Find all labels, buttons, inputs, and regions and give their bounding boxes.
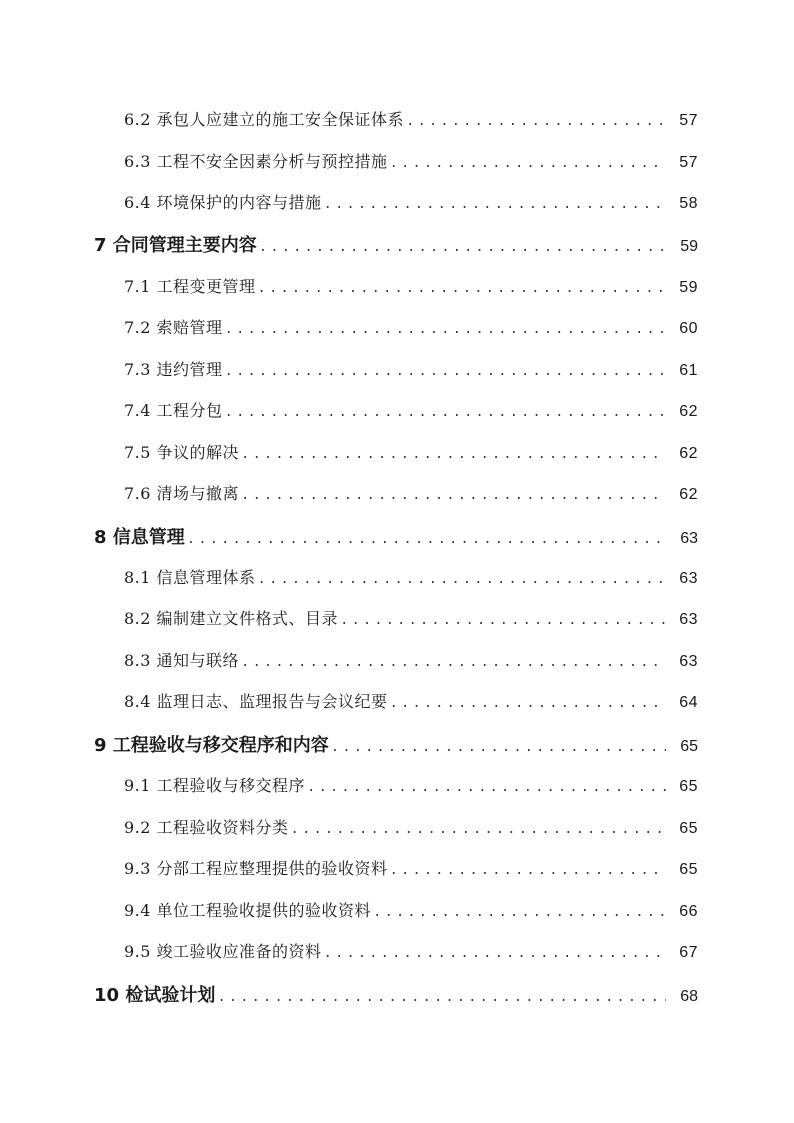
toc-page-number: 65 (679, 861, 698, 878)
toc-page-number: 63 (679, 653, 698, 670)
toc-entry-title: 7.2 索赔管理 (124, 318, 223, 337)
toc-page-number: 63 (680, 530, 698, 547)
dot-leader (225, 364, 666, 380)
toc-entry-9-3[interactable] (124, 856, 698, 879)
toc-chapter-9[interactable] (94, 731, 698, 757)
toc-entry-6-2[interactable] (124, 107, 698, 130)
toc-entry-title: 9.4 单位工程验收提供的验收资料 (124, 901, 372, 920)
toc-entry-7-5[interactable] (124, 440, 698, 463)
toc-entry-title: 8.3 通知与联络 (124, 651, 240, 670)
toc-entry-title: 7.3 违约管理 (124, 360, 223, 379)
toc-entry-title: 8.1 信息管理体系 (124, 568, 256, 587)
toc-page-number: 57 (679, 112, 698, 129)
dot-leader (324, 946, 666, 962)
dot-leader (258, 572, 666, 588)
dot-leader (373, 905, 666, 921)
toc-entry-6-3[interactable] (124, 149, 698, 172)
toc-entry-title: 9.1 工程验收与移交程序 (124, 776, 306, 795)
toc-entry-7-4[interactable] (124, 398, 698, 421)
dot-leader (241, 488, 666, 504)
toc-entry-8-1[interactable] (124, 565, 698, 588)
toc-entry-title: 9.5 竣工验收应准备的资料 (124, 942, 322, 961)
toc-page-number: 65 (680, 738, 698, 755)
dot-leader (331, 740, 666, 756)
toc-entry-title: 8.2 编制建立文件格式、目录 (124, 609, 339, 628)
toc-page-number: 61 (679, 362, 698, 379)
toc-chapter-7[interactable] (94, 231, 698, 257)
toc-entry-title: 7.6 清场与撤离 (124, 484, 240, 503)
toc-entry-8-2[interactable] (124, 606, 698, 629)
toc-page-number: 59 (680, 238, 698, 255)
toc-page-number: 63 (679, 570, 698, 587)
toc-entry-title: 7.1 工程变更管理 (124, 277, 256, 296)
toc-entry-title: 7.4 工程分包 (124, 401, 223, 420)
toc-entry-title: 6.2 承包人应建立的施工安全保证体系 (124, 110, 405, 129)
dot-leader (390, 863, 666, 879)
toc-page-number: 68 (680, 988, 698, 1005)
toc-page-number: 63 (679, 611, 698, 628)
dot-leader (225, 322, 666, 338)
toc-page-number: 58 (679, 195, 698, 212)
dot-leader (291, 822, 666, 838)
dot-leader (187, 532, 666, 548)
dot-leader (406, 114, 666, 130)
dot-leader (258, 281, 666, 297)
toc-page-number: 57 (679, 154, 698, 171)
toc-chapter-10[interactable] (94, 981, 698, 1007)
toc-entry-7-6[interactable] (124, 481, 698, 504)
dot-leader (225, 405, 666, 421)
toc-entry-title: 8.4 监理日志、监理报告与会议纪要 (124, 692, 388, 711)
dot-leader (241, 655, 666, 671)
dot-leader (324, 197, 666, 213)
toc-page-number: 65 (679, 820, 698, 837)
toc-page-number: 62 (679, 403, 698, 420)
toc-entry-7-1[interactable] (124, 274, 698, 297)
toc-entry-7-2[interactable] (124, 315, 698, 338)
toc-page-number: 66 (679, 903, 698, 920)
toc-entry-title: 7.5 争议的解决 (124, 443, 240, 462)
toc-entry-8-3[interactable] (124, 648, 698, 671)
toc-entry-9-5[interactable] (124, 939, 698, 962)
toc-chapter-title: 9 工程验收与移交程序和内容 (94, 735, 329, 756)
toc-page-number: 64 (679, 694, 698, 711)
toc-page-number: 62 (679, 445, 698, 462)
toc-entry-9-4[interactable] (124, 898, 698, 921)
toc-chapter-title: 8 信息管理 (94, 527, 185, 548)
dot-leader (259, 240, 666, 256)
toc-chapter-title: 10 检试验计划 (94, 985, 216, 1006)
toc-entry-title: 6.4 环境保护的内容与措施 (124, 193, 322, 212)
dot-leader (340, 613, 666, 629)
toc-page-number: 62 (679, 486, 698, 503)
toc-page-number: 65 (679, 778, 698, 795)
toc-entry-9-1[interactable] (124, 773, 698, 796)
toc-entry-title: 6.3 工程不安全因素分析与预控措施 (124, 152, 388, 171)
dot-leader (241, 447, 666, 463)
toc-page-number: 67 (679, 944, 698, 961)
toc-chapter-title: 7 合同管理主要内容 (94, 235, 257, 256)
dot-leader (217, 990, 666, 1006)
dot-leader (390, 156, 666, 172)
dot-leader (390, 696, 666, 712)
toc-entry-6-4[interactable] (124, 190, 698, 213)
toc-entry-9-2[interactable] (124, 815, 698, 838)
toc-entry-title: 9.2 工程验收资料分类 (124, 818, 289, 837)
toc-page-number: 60 (679, 320, 698, 337)
toc-chapter-8[interactable] (94, 523, 698, 549)
dot-leader (307, 780, 666, 796)
toc-entry-title: 9.3 分部工程应整理提供的验收资料 (124, 859, 388, 878)
toc-page-number: 59 (679, 279, 698, 296)
toc-entry-7-3[interactable] (124, 357, 698, 380)
toc-entry-8-4[interactable] (124, 689, 698, 712)
